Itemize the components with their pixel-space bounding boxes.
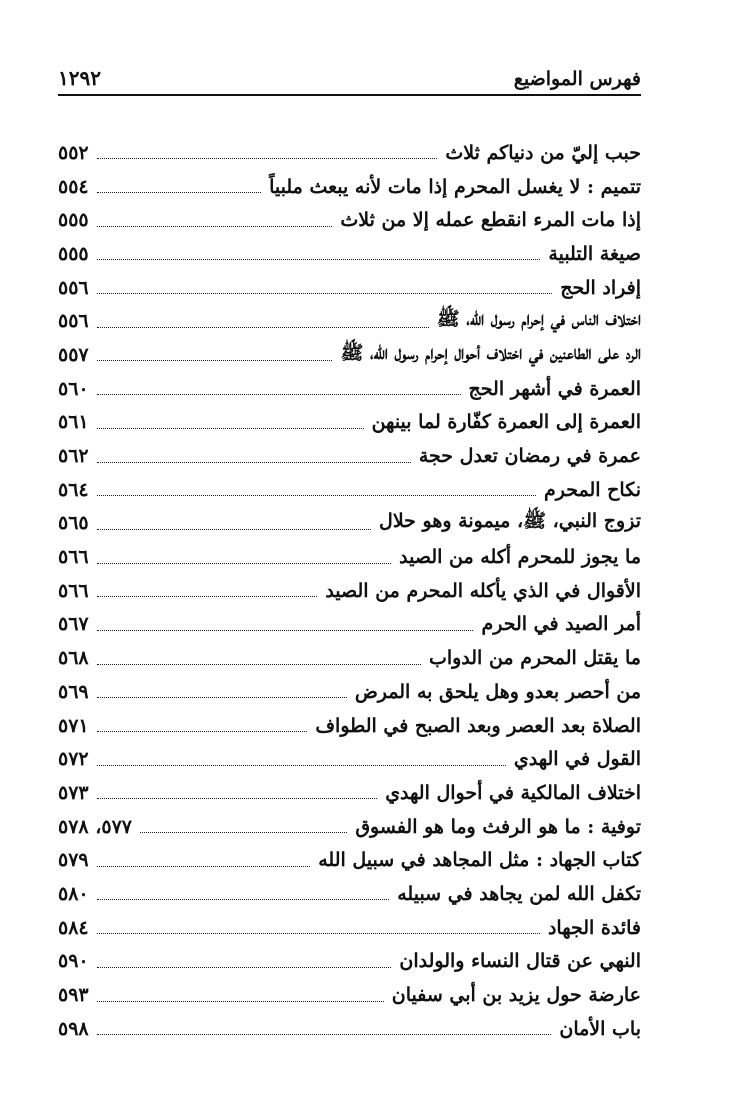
toc-entry — [58, 170, 641, 204]
dot-leader — [97, 495, 536, 496]
dot-leader — [97, 428, 364, 429]
toc-entry-title: فائدة الجهاد — [547, 916, 641, 939]
toc-entry-page: ٥٧٩ — [58, 849, 89, 872]
toc-entry-page: ٥٧٧، ٥٧٨ — [58, 815, 132, 838]
toc-entry-title: عمرة في رمضان تعدل حجة — [418, 445, 641, 468]
dot-leader — [97, 664, 421, 665]
toc-entry-title: تزوج النبي، ﷺ، ميمونة وهو حلال — [379, 510, 641, 533]
dot-leader — [140, 832, 347, 833]
dot-leader — [97, 360, 333, 361]
toc-entry-page: ٥٦٦ — [58, 546, 89, 569]
toc-entry-title: من أحصر بعدو وهل يلحق به المرض — [354, 680, 641, 703]
toc-entry — [58, 372, 641, 406]
dot-leader — [97, 1034, 552, 1035]
toc-entry-page: ٥٦٠ — [58, 377, 89, 400]
toc-entry-title: توفية : ما هو الرفث وما هو الفسوق — [355, 815, 641, 838]
toc-entry-page: ٥٥٦ — [58, 276, 89, 299]
toc-entry-title: إذا مات المرء انقطع عمله إلا من ثلاث — [340, 209, 641, 232]
toc-entry — [58, 473, 641, 507]
toc-entry-title: الرد على الطاعنين في اختلاف أحوال إحرام رسول الله، ﷺ — [340, 341, 641, 364]
toc-entry-page: ٥٨٠ — [58, 882, 89, 905]
toc-entry — [58, 843, 641, 877]
toc-entry-page: ٥٥٥ — [58, 242, 89, 265]
dot-leader — [97, 866, 311, 867]
dot-leader — [97, 933, 540, 934]
toc-entry-title: القول في الهدي — [513, 748, 641, 771]
dot-leader — [97, 394, 461, 395]
toc-entry-title: إفراد الحج — [560, 276, 641, 299]
dot-leader — [97, 529, 371, 530]
toc-entry-title: الأقوال في الذي يأكله المحرم من الصيد — [325, 579, 641, 602]
toc-entry-page: ٥٦١ — [58, 411, 89, 434]
toc-entry-page: ٥٥٦ — [58, 310, 89, 333]
dot-leader — [97, 226, 333, 227]
toc-entry — [58, 540, 641, 574]
toc-entry-title: تتميم : لا يغسل المحرم إذا مات لأنه يبعث ملبياً — [269, 175, 641, 198]
toc-entry — [58, 574, 641, 608]
toc-entry — [58, 608, 641, 642]
toc-entry-title: حبب إليّ من دنياكم ثلاث — [445, 141, 641, 164]
toc-entry-title: عارضة حول يزيد بن أبي سفيان — [391, 984, 641, 1007]
toc-entry-page: ٥٥٤ — [58, 175, 89, 198]
toc-entry — [58, 507, 641, 541]
page-header — [58, 62, 641, 96]
toc-entry-page: ٥٧٣ — [58, 781, 89, 804]
toc-entry-page: ٥٦٤ — [58, 478, 89, 501]
toc-entry-title: اختلاف الناس في إحرام رسول الله، ﷺ — [436, 308, 641, 331]
toc-entry-title: باب الأمان — [559, 1017, 641, 1040]
toc-entry — [58, 978, 641, 1012]
toc-entry — [58, 742, 641, 776]
toc-entry-title: النهي عن قتال النساء والولدان — [399, 950, 641, 973]
toc-entry — [58, 709, 641, 743]
dot-leader — [97, 765, 506, 766]
toc-entry-title: ما يجوز للمحرم أكله من الصيد — [399, 546, 641, 569]
toc-entry-page: ٥٩٨ — [58, 1017, 89, 1040]
toc-entry — [58, 810, 641, 844]
toc-entry — [58, 136, 641, 170]
toc-entry-page: ٥٦٢ — [58, 445, 89, 468]
toc-entry-page: ٥٦٨ — [58, 647, 89, 670]
running-title: فهرس المواضيع — [513, 68, 641, 90]
toc-entry-page: ٥٧٢ — [58, 748, 89, 771]
dot-leader — [97, 967, 392, 968]
toc-entry — [58, 237, 641, 271]
toc-entry-page: ٥٦٥ — [58, 512, 89, 535]
dot-leader — [97, 293, 553, 294]
toc-entry-page: ٥٧١ — [58, 714, 89, 737]
toc-entry-title: صيغة التلبية — [548, 242, 641, 265]
toc-entry — [58, 203, 641, 237]
toc-entry-title: العمرة إلى العمرة كفّارة لما بينهن — [371, 411, 641, 434]
toc-entry-page: ٥٥٧ — [58, 343, 89, 366]
toc-entry-title: اختلاف المالكية في أحوال الهدي — [385, 781, 641, 804]
table-of-contents — [58, 136, 641, 1046]
toc-entry — [58, 271, 641, 305]
page-number: ١٢٩٢ — [58, 66, 101, 90]
toc-entry-title: ما يقتل المحرم من الدواب — [428, 647, 641, 670]
dot-leader — [97, 462, 411, 463]
toc-entry-page: ٥٨٤ — [58, 916, 89, 939]
toc-entry — [58, 911, 641, 945]
dot-leader — [97, 731, 308, 732]
toc-entry-page: ٥٩٣ — [58, 984, 89, 1007]
dot-leader — [97, 192, 262, 193]
toc-entry — [58, 338, 641, 372]
toc-entry — [58, 945, 641, 979]
dot-leader — [97, 327, 429, 328]
toc-entry — [58, 776, 641, 810]
toc-entry-page: ٥٦٧ — [58, 613, 89, 636]
toc-entry-title: تكفل الله لمن يجاهد في سبيله — [397, 882, 641, 905]
dot-leader — [97, 697, 347, 698]
toc-entry-page: ٥٩٠ — [58, 950, 89, 973]
toc-entry — [58, 641, 641, 675]
toc-entry — [58, 304, 641, 338]
toc-entry — [58, 406, 641, 440]
dot-leader — [97, 630, 474, 631]
toc-entry-page: ٥٦٦ — [58, 579, 89, 602]
toc-entry-title: العمرة في أشهر الحج — [468, 377, 641, 400]
toc-entry-page: ٥٦٩ — [58, 680, 89, 703]
toc-entry-title: نكاح المحرم — [543, 478, 641, 501]
dot-leader — [97, 899, 390, 900]
dot-leader — [97, 798, 378, 799]
dot-leader — [97, 259, 541, 260]
toc-entry-page: ٥٥٥ — [58, 209, 89, 232]
dot-leader — [97, 596, 318, 597]
toc-entry — [58, 1012, 641, 1046]
toc-entry — [58, 877, 641, 911]
dot-leader — [97, 1001, 384, 1002]
toc-entry-title: كتاب الجهاد : مثل المجاهد في سبيل الله — [318, 849, 641, 872]
dot-leader — [97, 563, 392, 564]
toc-entry-title: أمر الصيد في الحرم — [481, 613, 641, 636]
toc-entry-title: الصلاة بعد العصر وبعد الصبح في الطواف — [315, 714, 641, 737]
toc-entry — [58, 439, 641, 473]
toc-entry-page: ٥٥٢ — [58, 141, 89, 164]
dot-leader — [97, 158, 438, 159]
toc-entry — [58, 675, 641, 709]
